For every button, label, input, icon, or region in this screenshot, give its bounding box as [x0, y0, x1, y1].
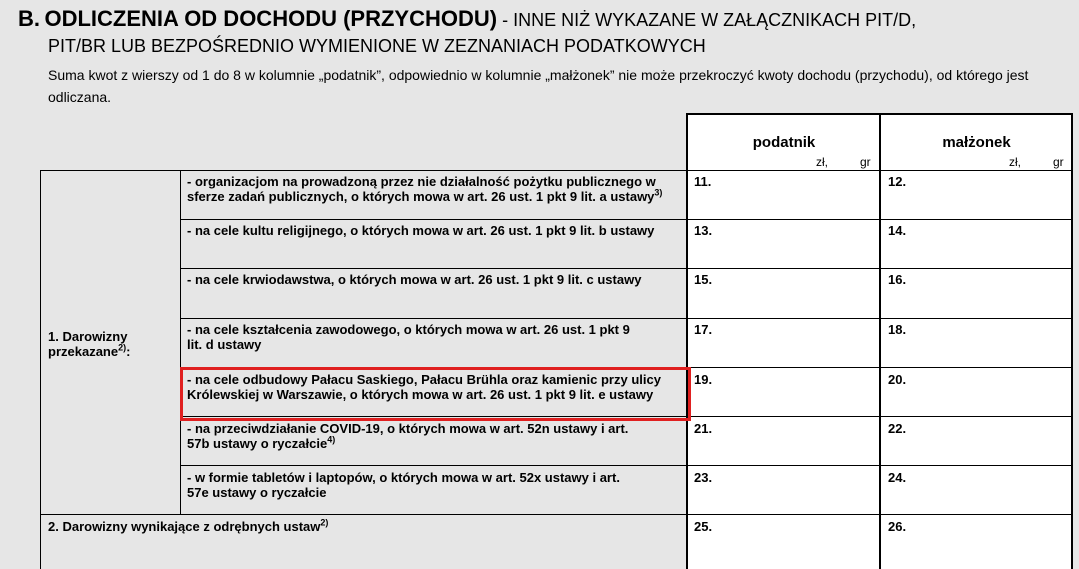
- field-number-26: 26.: [888, 519, 907, 534]
- field-number-24: 24.: [888, 470, 907, 485]
- row-label-23: [187, 470, 637, 500]
- column-header-spouse: małżonek: [942, 134, 1011, 151]
- field-18-input[interactable]: [881, 319, 1072, 367]
- unit-gr-taxpayer: gr: [860, 155, 871, 169]
- row-text: - na cele krwiodawstwa, o których mowa w art. 26 ust. 1 pkt 9 lit. c ustawy: [187, 272, 642, 287]
- field-number-13: 13.: [694, 223, 713, 238]
- field-16-input[interactable]: [881, 269, 1072, 318]
- section-header: [18, 6, 916, 32]
- field-number-15: 15.: [694, 272, 713, 287]
- row-label-13: [187, 223, 657, 238]
- field-24-input[interactable]: [881, 466, 1072, 514]
- table-border: [686, 113, 1073, 115]
- field-number-17: 17.: [694, 322, 713, 337]
- field-number-23: 23.: [694, 470, 713, 485]
- table-border: [180, 170, 181, 515]
- highlight-box: [180, 367, 691, 421]
- field-19-input[interactable]: [688, 368, 880, 416]
- field-20-input[interactable]: [881, 368, 1072, 416]
- field-number-25: 25.: [694, 519, 713, 534]
- row-text: 2. Darowizny wynikające z odrębnych ustaw: [48, 519, 321, 534]
- unit-zl-spouse: zł,: [1009, 155, 1021, 169]
- unit-gr-spouse: gr: [1053, 155, 1064, 169]
- table-border: [1071, 113, 1073, 569]
- table-border: [40, 170, 41, 569]
- table-border: [180, 219, 1073, 220]
- field-25-input[interactable]: [688, 515, 880, 569]
- row-text: - w formie tabletów i laptopów, o których mowa w art. 52x ustawy i art. 57e ustawy o ryczałcie: [187, 470, 620, 500]
- row-footnote: 3): [654, 187, 663, 198]
- row-text: - na przeciwdziałanie COVID-19, o których mowa w art. 52n ustawy i art. 57b ustawy o ryczałcie: [187, 421, 629, 451]
- row-text: - organizacjom na prowadzoną przez nie działalność pożytku publicznego w sferze zadań publicznych, o których mowa w art. 26 ust. 1 pkt 9 lit. a ustawy: [187, 174, 656, 204]
- table-border: [180, 465, 1073, 466]
- field-12-input[interactable]: [881, 171, 1072, 219]
- field-26-input[interactable]: [881, 515, 1072, 569]
- table-border: [40, 514, 1073, 515]
- field-number-20: 20.: [888, 372, 907, 387]
- field-23-input[interactable]: [688, 466, 880, 514]
- row-text: - na cele odbudowy Pałacu Saskiego, Pałacu Brühla oraz kamienic przy ulicy Królewskiej w Warszawie, o których mowa w art. 26 ust. 1 pkt 9 lit. e ustawy: [187, 372, 661, 402]
- group-1-footnote: 2): [118, 342, 127, 353]
- table-border: [879, 113, 881, 569]
- row-text: - na cele kultu religijnego, o których mowa w art. 26 ust. 1 pkt 9 lit. b ustawy: [187, 223, 655, 238]
- row-label-17: [187, 322, 642, 352]
- field-number-19: 19.: [694, 372, 713, 387]
- section-subtitle-part1: - INNE NIŻ WYKAZANE W ZAŁĄCZNIKACH PIT/D,: [497, 10, 917, 30]
- section-letter: B.: [18, 6, 40, 31]
- field-number-12: 12.: [888, 174, 907, 189]
- field-14-input[interactable]: [881, 220, 1072, 268]
- table-border: [686, 113, 688, 569]
- field-number-11: 11.: [694, 174, 712, 189]
- row-label-15: [187, 272, 683, 287]
- section-title: ODLICZENIA OD DOCHODU (PRZYCHODU): [44, 6, 498, 31]
- field-13-input[interactable]: [688, 220, 880, 268]
- section-subtitle-part2: PIT/BR LUB BEZPOŚREDNIO WYMIENIONE W ZEZNANIACH PODATKOWYCH: [48, 36, 706, 56]
- group-1-label: [48, 329, 173, 359]
- field-22-input[interactable]: [881, 417, 1072, 465]
- field-17-input[interactable]: [688, 319, 880, 367]
- field-number-16: 16.: [888, 272, 907, 287]
- field-15-input[interactable]: [688, 269, 880, 318]
- field-21-input[interactable]: [688, 417, 880, 465]
- row-label-21: [187, 421, 647, 451]
- table-border: [180, 268, 1073, 269]
- row-label-25: [48, 519, 678, 534]
- table-border: [40, 170, 1073, 171]
- field-number-22: 22.: [888, 421, 907, 436]
- field-number-18: 18.: [888, 322, 907, 337]
- field-number-21: 21.: [694, 421, 713, 436]
- row-footnote: 2): [320, 517, 329, 528]
- unit-zl-taxpayer: zł,: [816, 155, 828, 169]
- row-label-11: [187, 174, 683, 204]
- row-footnote: 4): [327, 434, 336, 445]
- field-number-14: 14.: [888, 223, 907, 238]
- group-1-label-text: 1. Darowizny przekazane: [48, 329, 128, 359]
- column-header-taxpayer: podatnik: [752, 134, 816, 151]
- table-border: [180, 318, 1073, 319]
- row-text: - na cele kształcenia zawodowego, o których mowa w art. 26 ust. 1 pkt 9 lit. d ustawy: [187, 322, 630, 352]
- section-note: Suma kwot z wierszy od 1 do 8 w kolumnie „podatnik”, odpowiednio w kolumnie „małżonek” nie może przekroczyć kwoty dochodu (przychodu), od którego jest odliczana.: [48, 67, 1029, 105]
- group-1-colon: :: [126, 344, 131, 359]
- field-11-input[interactable]: [688, 171, 880, 219]
